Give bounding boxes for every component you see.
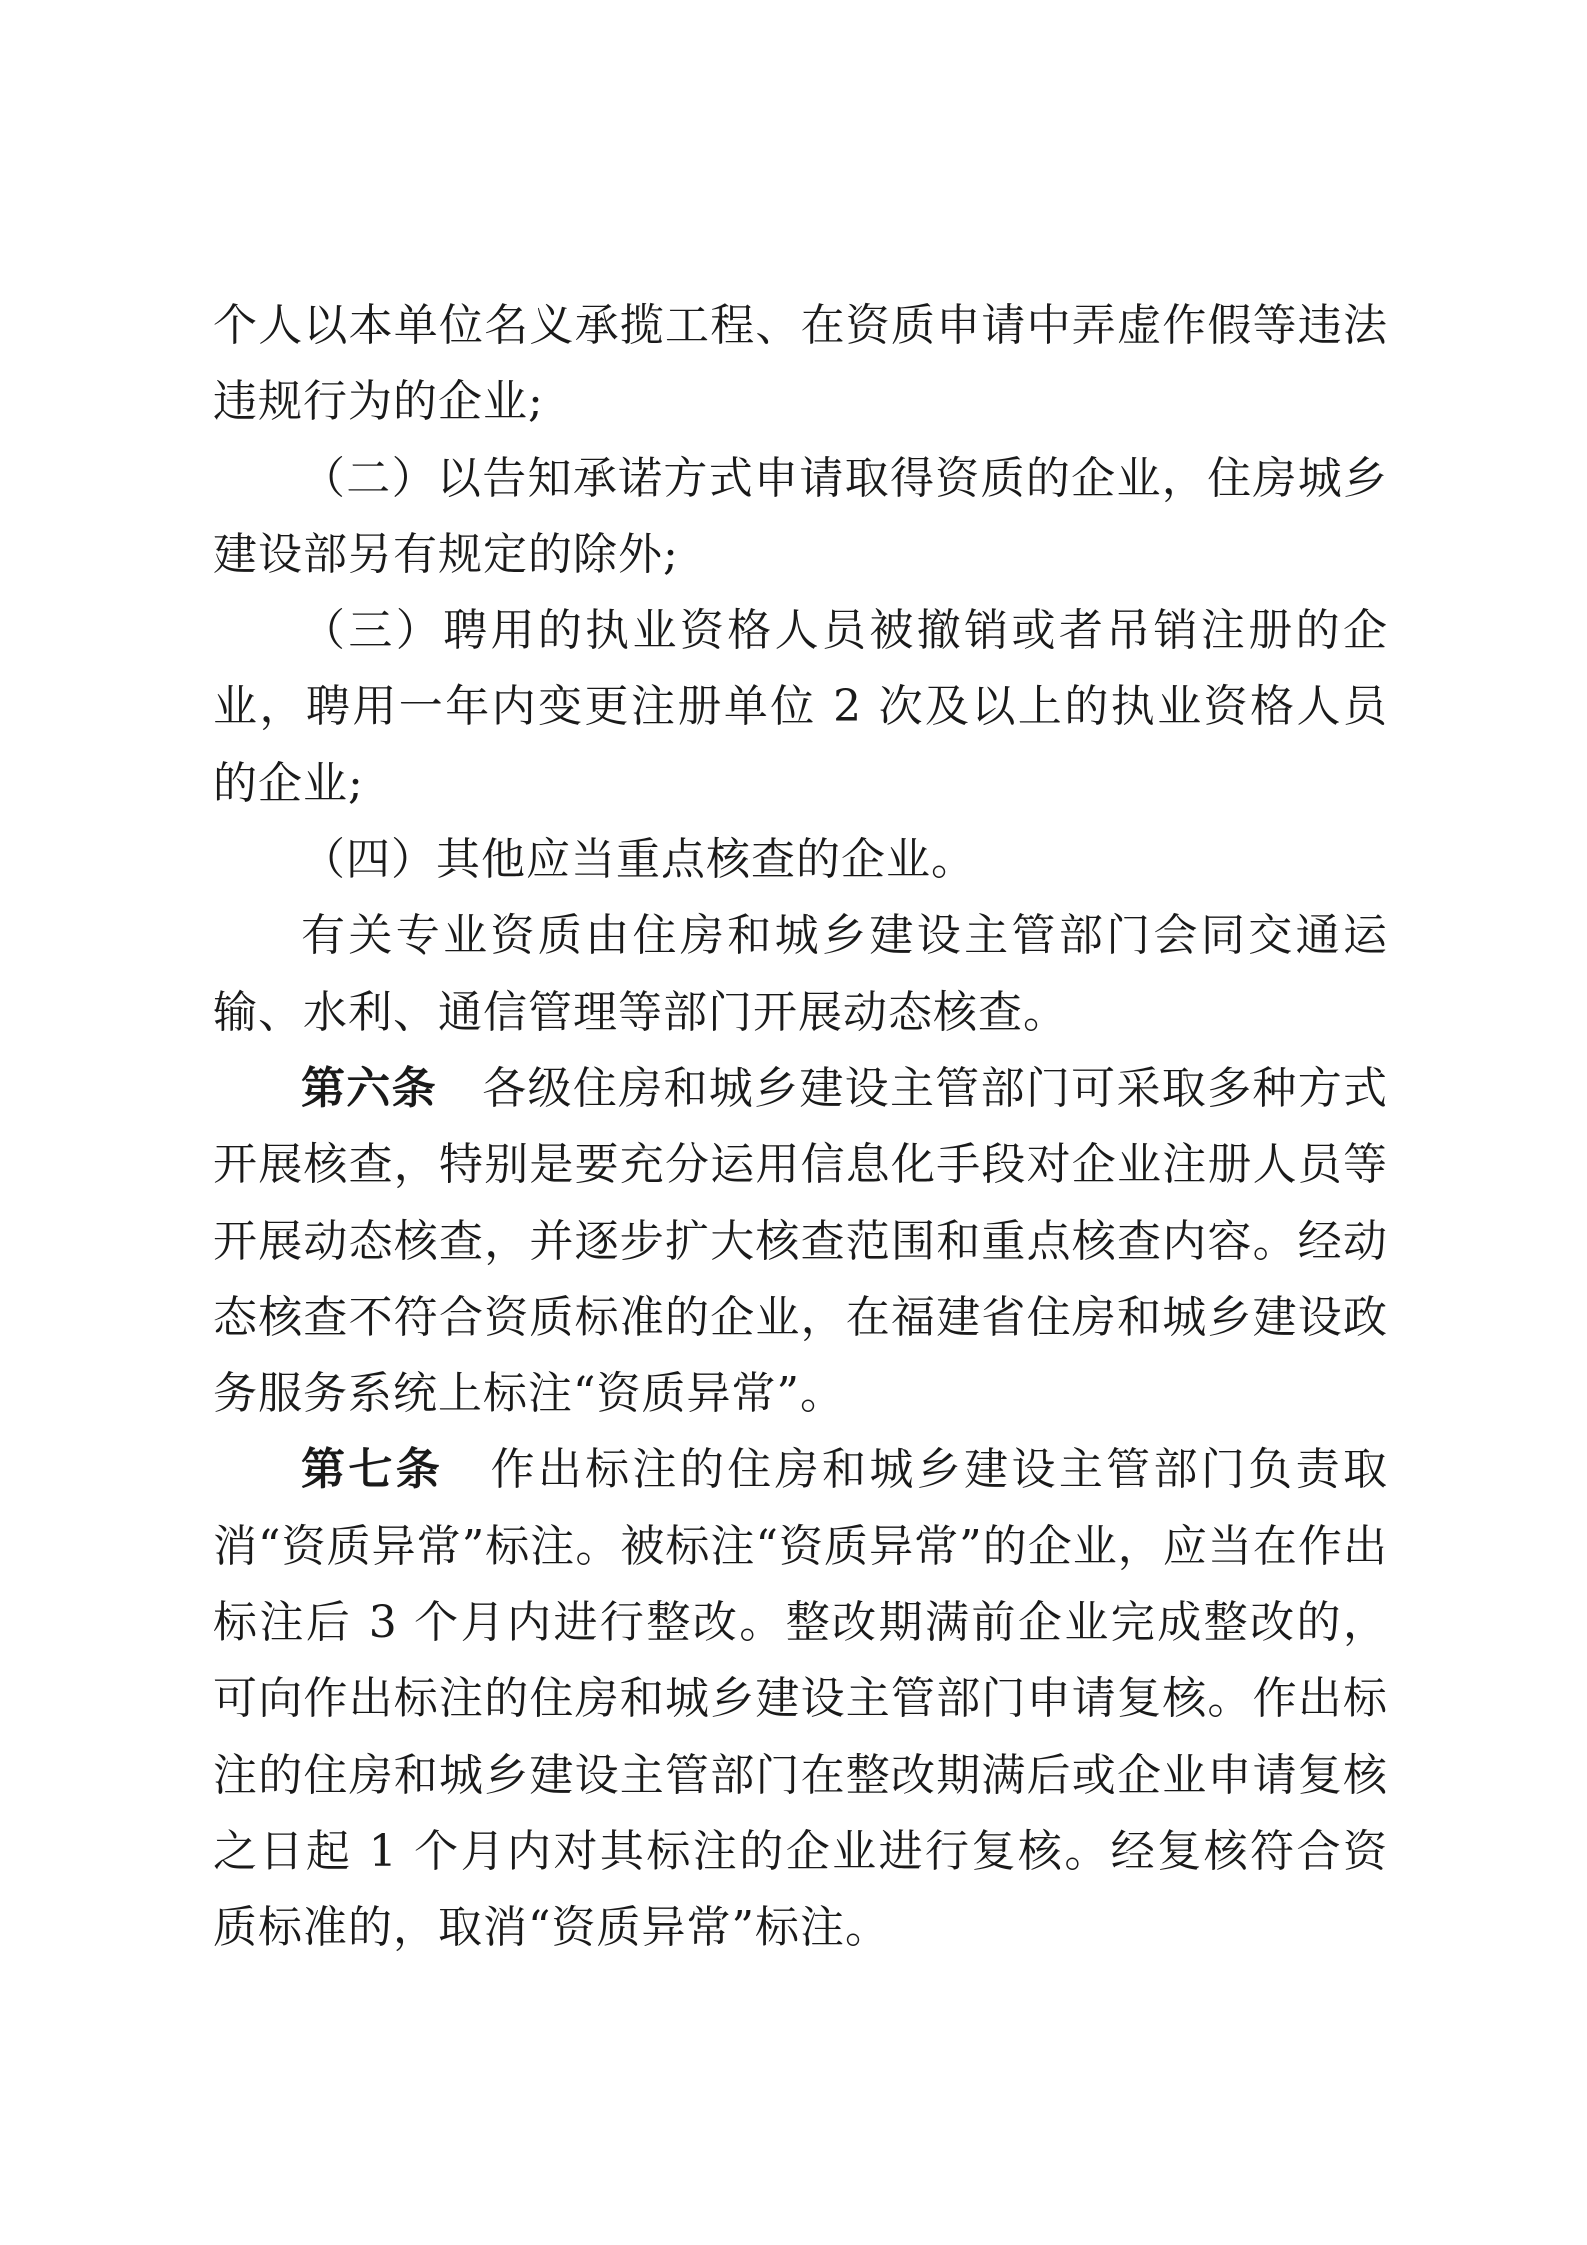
article-text: 作出标注的住房和城乡建设主管部门负责取消“资质异常”标注。被标注“资质异常”的企业，应当在作出标注后 3 个月内进行整改。整改期满前企业完成整改的，可向作出标注的住房和城乡建设主管部门申请复核。作出标注的住房和城乡建设主管部门在整改期满后或企业申请复核之日起 1 个月内对其标注的企业进行复核。经复核符合资质标准的，取消“资质异常”标注。: [213, 1444, 1389, 1954]
article-number: 第六条: [301, 1062, 437, 1114]
paragraph-text: （二）以告知承诺方式申请取得资质的企业，住房城乡建设部另有规定的除外;: [213, 452, 1388, 580]
article-seven: [213, 1432, 1388, 1966]
paragraph-item-4: [213, 822, 1388, 898]
document-body: [213, 288, 1388, 1967]
paragraph-text: 个人以本单位名义承揽工程、在资质申请中弄虚作假等违法违规行为的企业;: [213, 300, 1388, 428]
paragraph-item-3: [213, 593, 1388, 822]
article-spacer: [437, 1063, 482, 1114]
paragraph-professional-qualification: [213, 898, 1388, 1051]
paragraph-text: 有关专业资质由住房和城乡建设主管部门会同交通运输、水利、通信管理等部门开展动态核查。: [213, 910, 1388, 1038]
article-text: 各级住房和城乡建设主管部门可采取多种方式开展核查，特别是要充分运用信息化手段对企业注册人员等开展动态核查，并逐步扩大核查范围和重点核查内容。经动态核查不符合资质标准的企业，在福建省住房和城乡建设政务服务系统上标注“资质异常”。: [213, 1062, 1389, 1420]
paragraph-text: （三）聘用的执业资格人员被撤销或者吊销注册的企业，聘用一年内变更注册单位 2 次及以上的执业资格人员的企业;: [213, 605, 1388, 809]
paragraph-continuation: [213, 288, 1388, 441]
article-number: 第七条: [301, 1444, 444, 1496]
paragraph-item-2: [213, 441, 1388, 594]
article-six: [213, 1051, 1388, 1432]
paragraph-text: （四）其他应当重点核查的企业。: [301, 834, 976, 886]
article-spacer: [443, 1444, 488, 1495]
